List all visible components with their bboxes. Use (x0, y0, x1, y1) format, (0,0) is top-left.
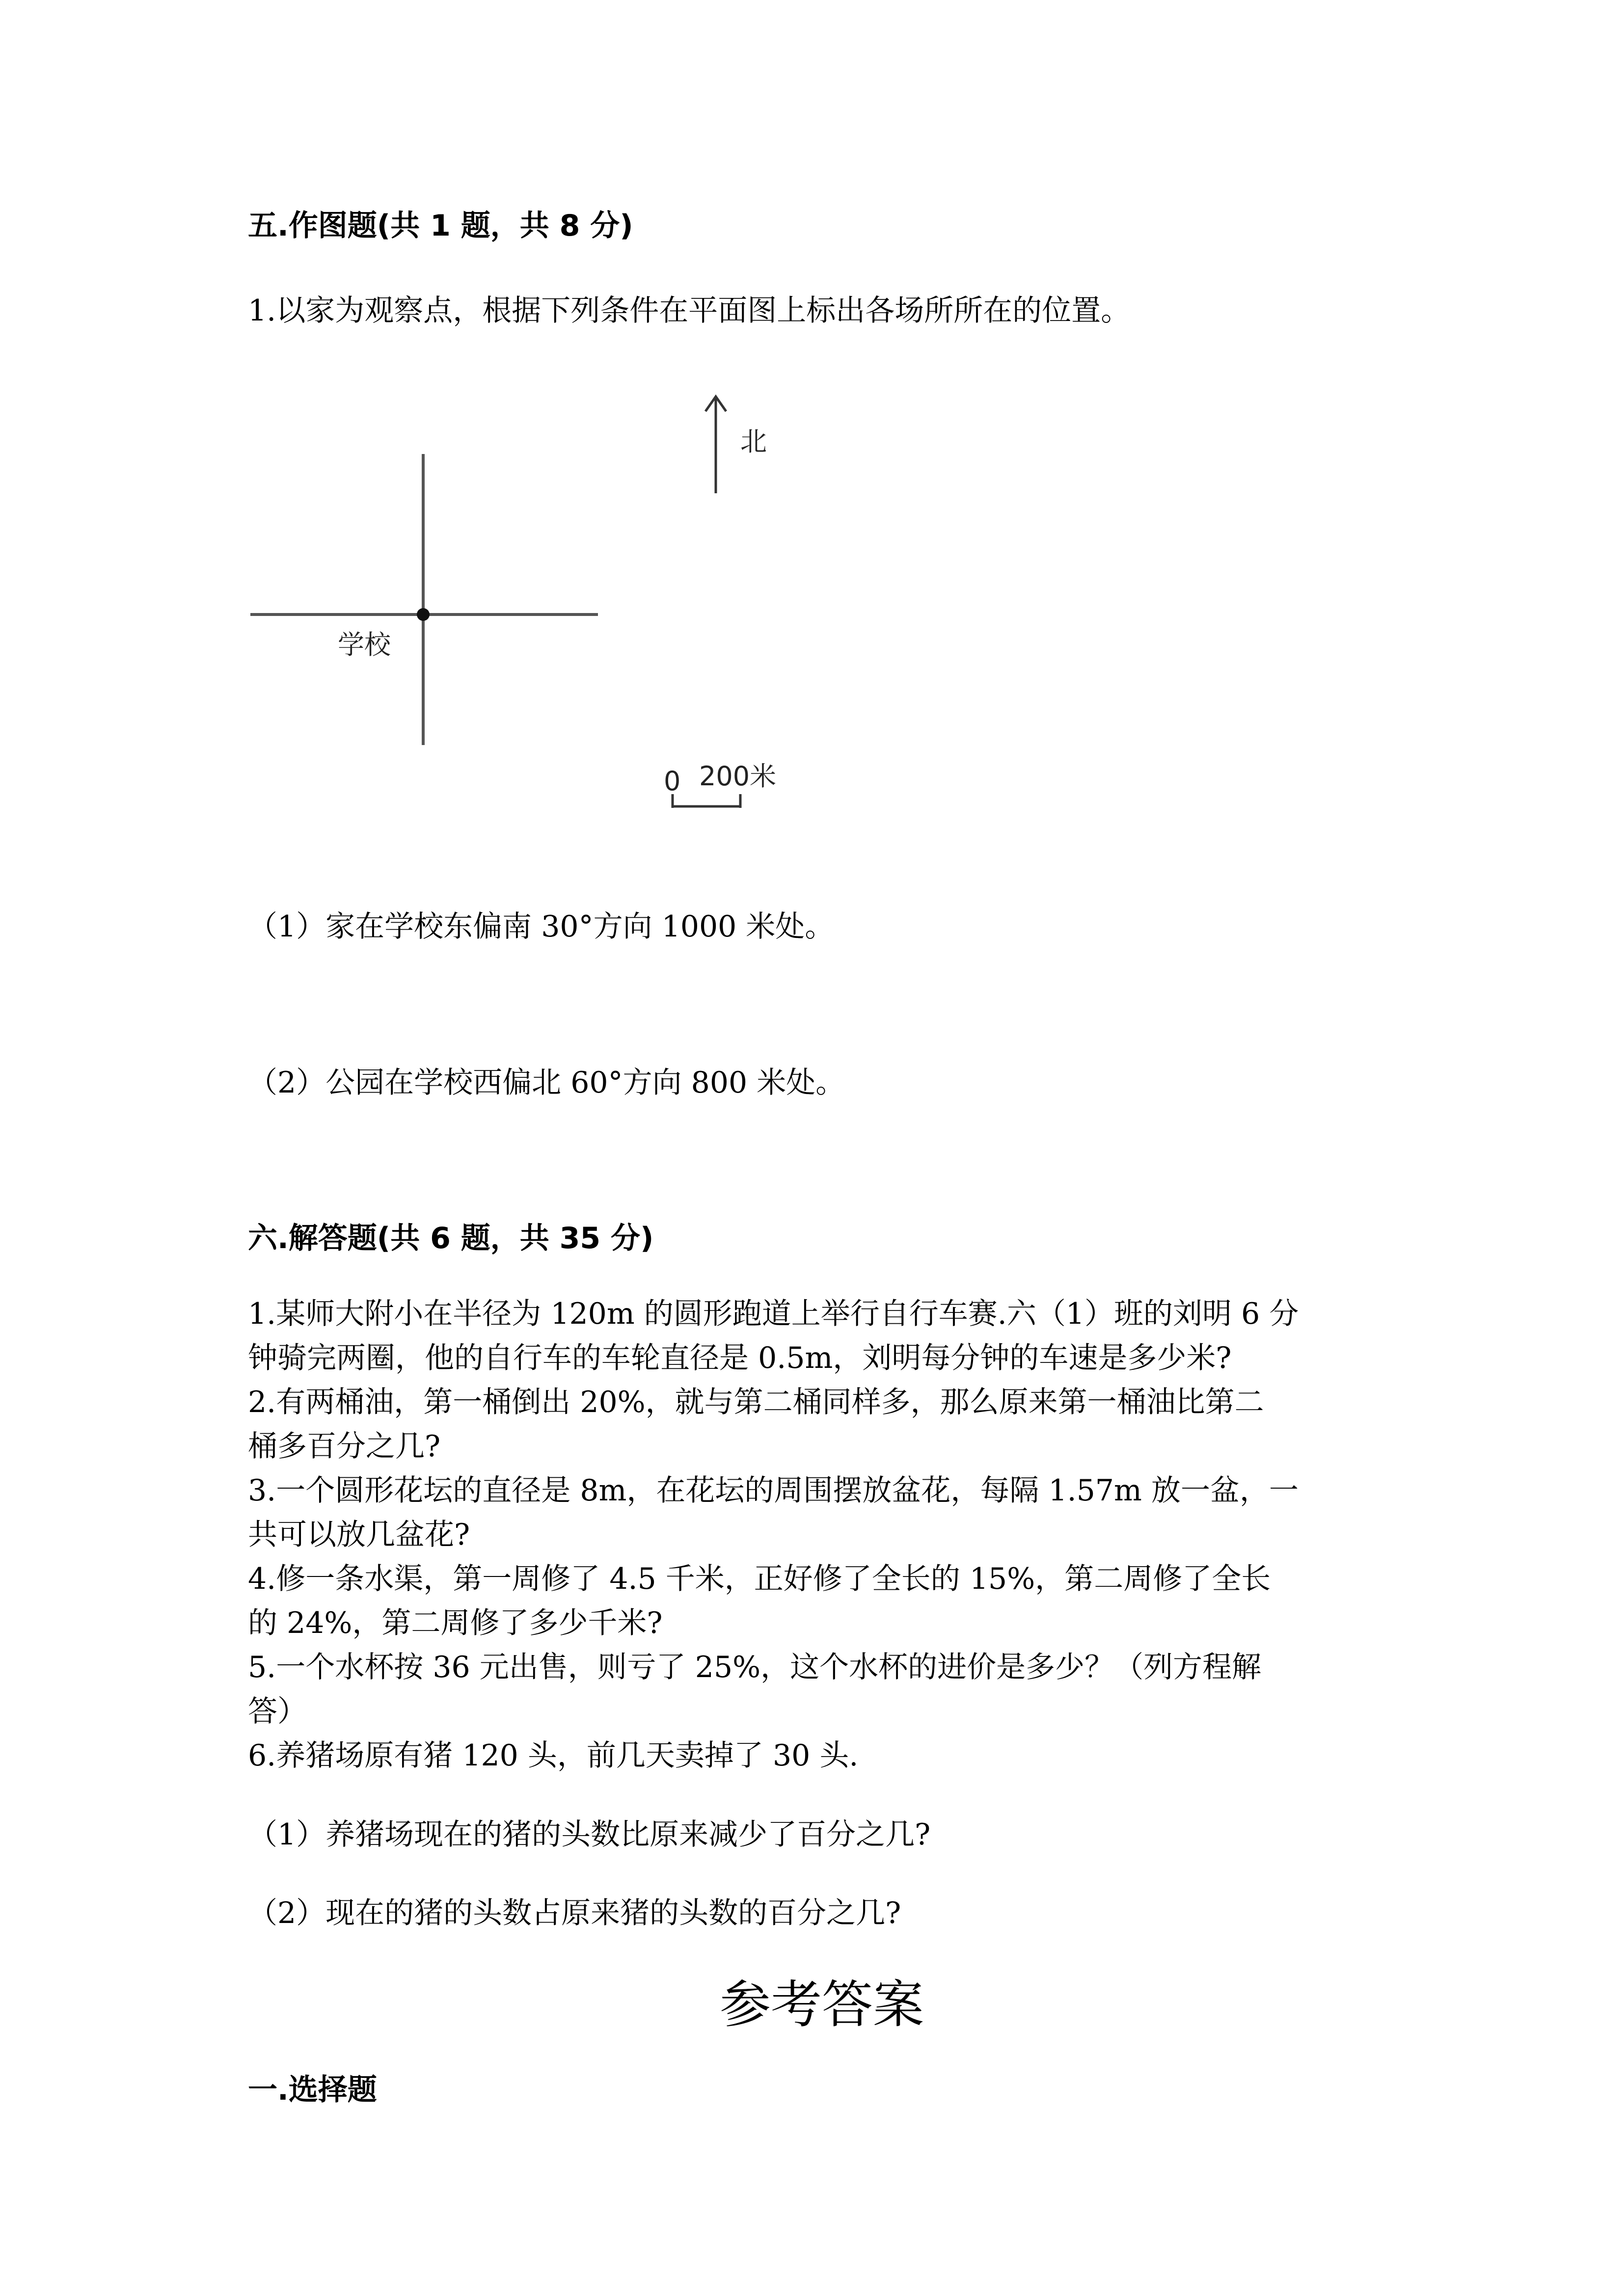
north-label: 北 (740, 426, 767, 457)
problem-line: 4.修一条水渠，第一周修了 4.5 千米，正好修了全长的 15%，第二周修了全长 (248, 1562, 1271, 1596)
answers-title: 参考答案 (720, 1975, 924, 2034)
scale-zero-label: 0 (664, 766, 681, 797)
problem-line: 2.有两桶油，第一桶倒出 20%，就与第二桶同样多，那么原来第一桶油比第二 (248, 1385, 1264, 1419)
answers-section1-heading: 一.选择题 (248, 2073, 377, 2107)
section6-sub2: （2）现在的猪的头数占原来猪的头数的百分之几? (248, 1896, 901, 1930)
problem-line: 共可以放几盆花? (248, 1518, 470, 1552)
problem-line: 的 24%，第二周修了多少千米? (248, 1606, 663, 1640)
problem-line: 答） (248, 1694, 307, 1729)
section6-heading: 六.解答题(共 6 题，共 35 分) (248, 1221, 654, 1255)
school-point (417, 608, 430, 621)
school-label: 学校 (338, 629, 391, 660)
problem-line: 1.某师大附小在半径为 120m 的圆形跑道上举行自行车赛.六（1）班的刘明 6 分 (248, 1297, 1299, 1331)
section5-sub1: （1）家在学校东偏南 30°方向 1000 米处。 (248, 909, 835, 944)
problem-line: 3.一个圆形花坛的直径是 8m，在花坛的周围摆放盆花，每隔 1.57m 放一盆，一 (248, 1473, 1299, 1508)
problem-line: 5.一个水杯按 36 元出售，则亏了 25%，这个水杯的进价是多少？（列方程解 (248, 1650, 1262, 1684)
problem-line: 6.养猪场原有猪 120 头，前几天卖掉了 30 头. (248, 1738, 859, 1773)
section5-heading: 五.作图题(共 1 题，共 8 分) (248, 209, 633, 243)
north-arrow-icon (705, 397, 726, 493)
section5-sub2: （2）公园在学校西偏北 60°方向 800 米处。 (248, 1066, 845, 1100)
scale-value-label: 200米 (699, 761, 777, 792)
scale-bar (673, 794, 740, 808)
problem-line: 钟骑完两圈，他的自行车的车轮直径是 0.5m，刘明每分钟的车速是多少米? (248, 1341, 1232, 1375)
section6-sub1: （1）养猪场现在的猪的头数比原来减少了百分之几? (248, 1817, 931, 1852)
question-1-text: 1.以家为观察点，根据下列条件在平面图上标出各场所所在的位置。 (248, 294, 1131, 328)
problem-line: 桶多百分之几? (248, 1429, 441, 1464)
